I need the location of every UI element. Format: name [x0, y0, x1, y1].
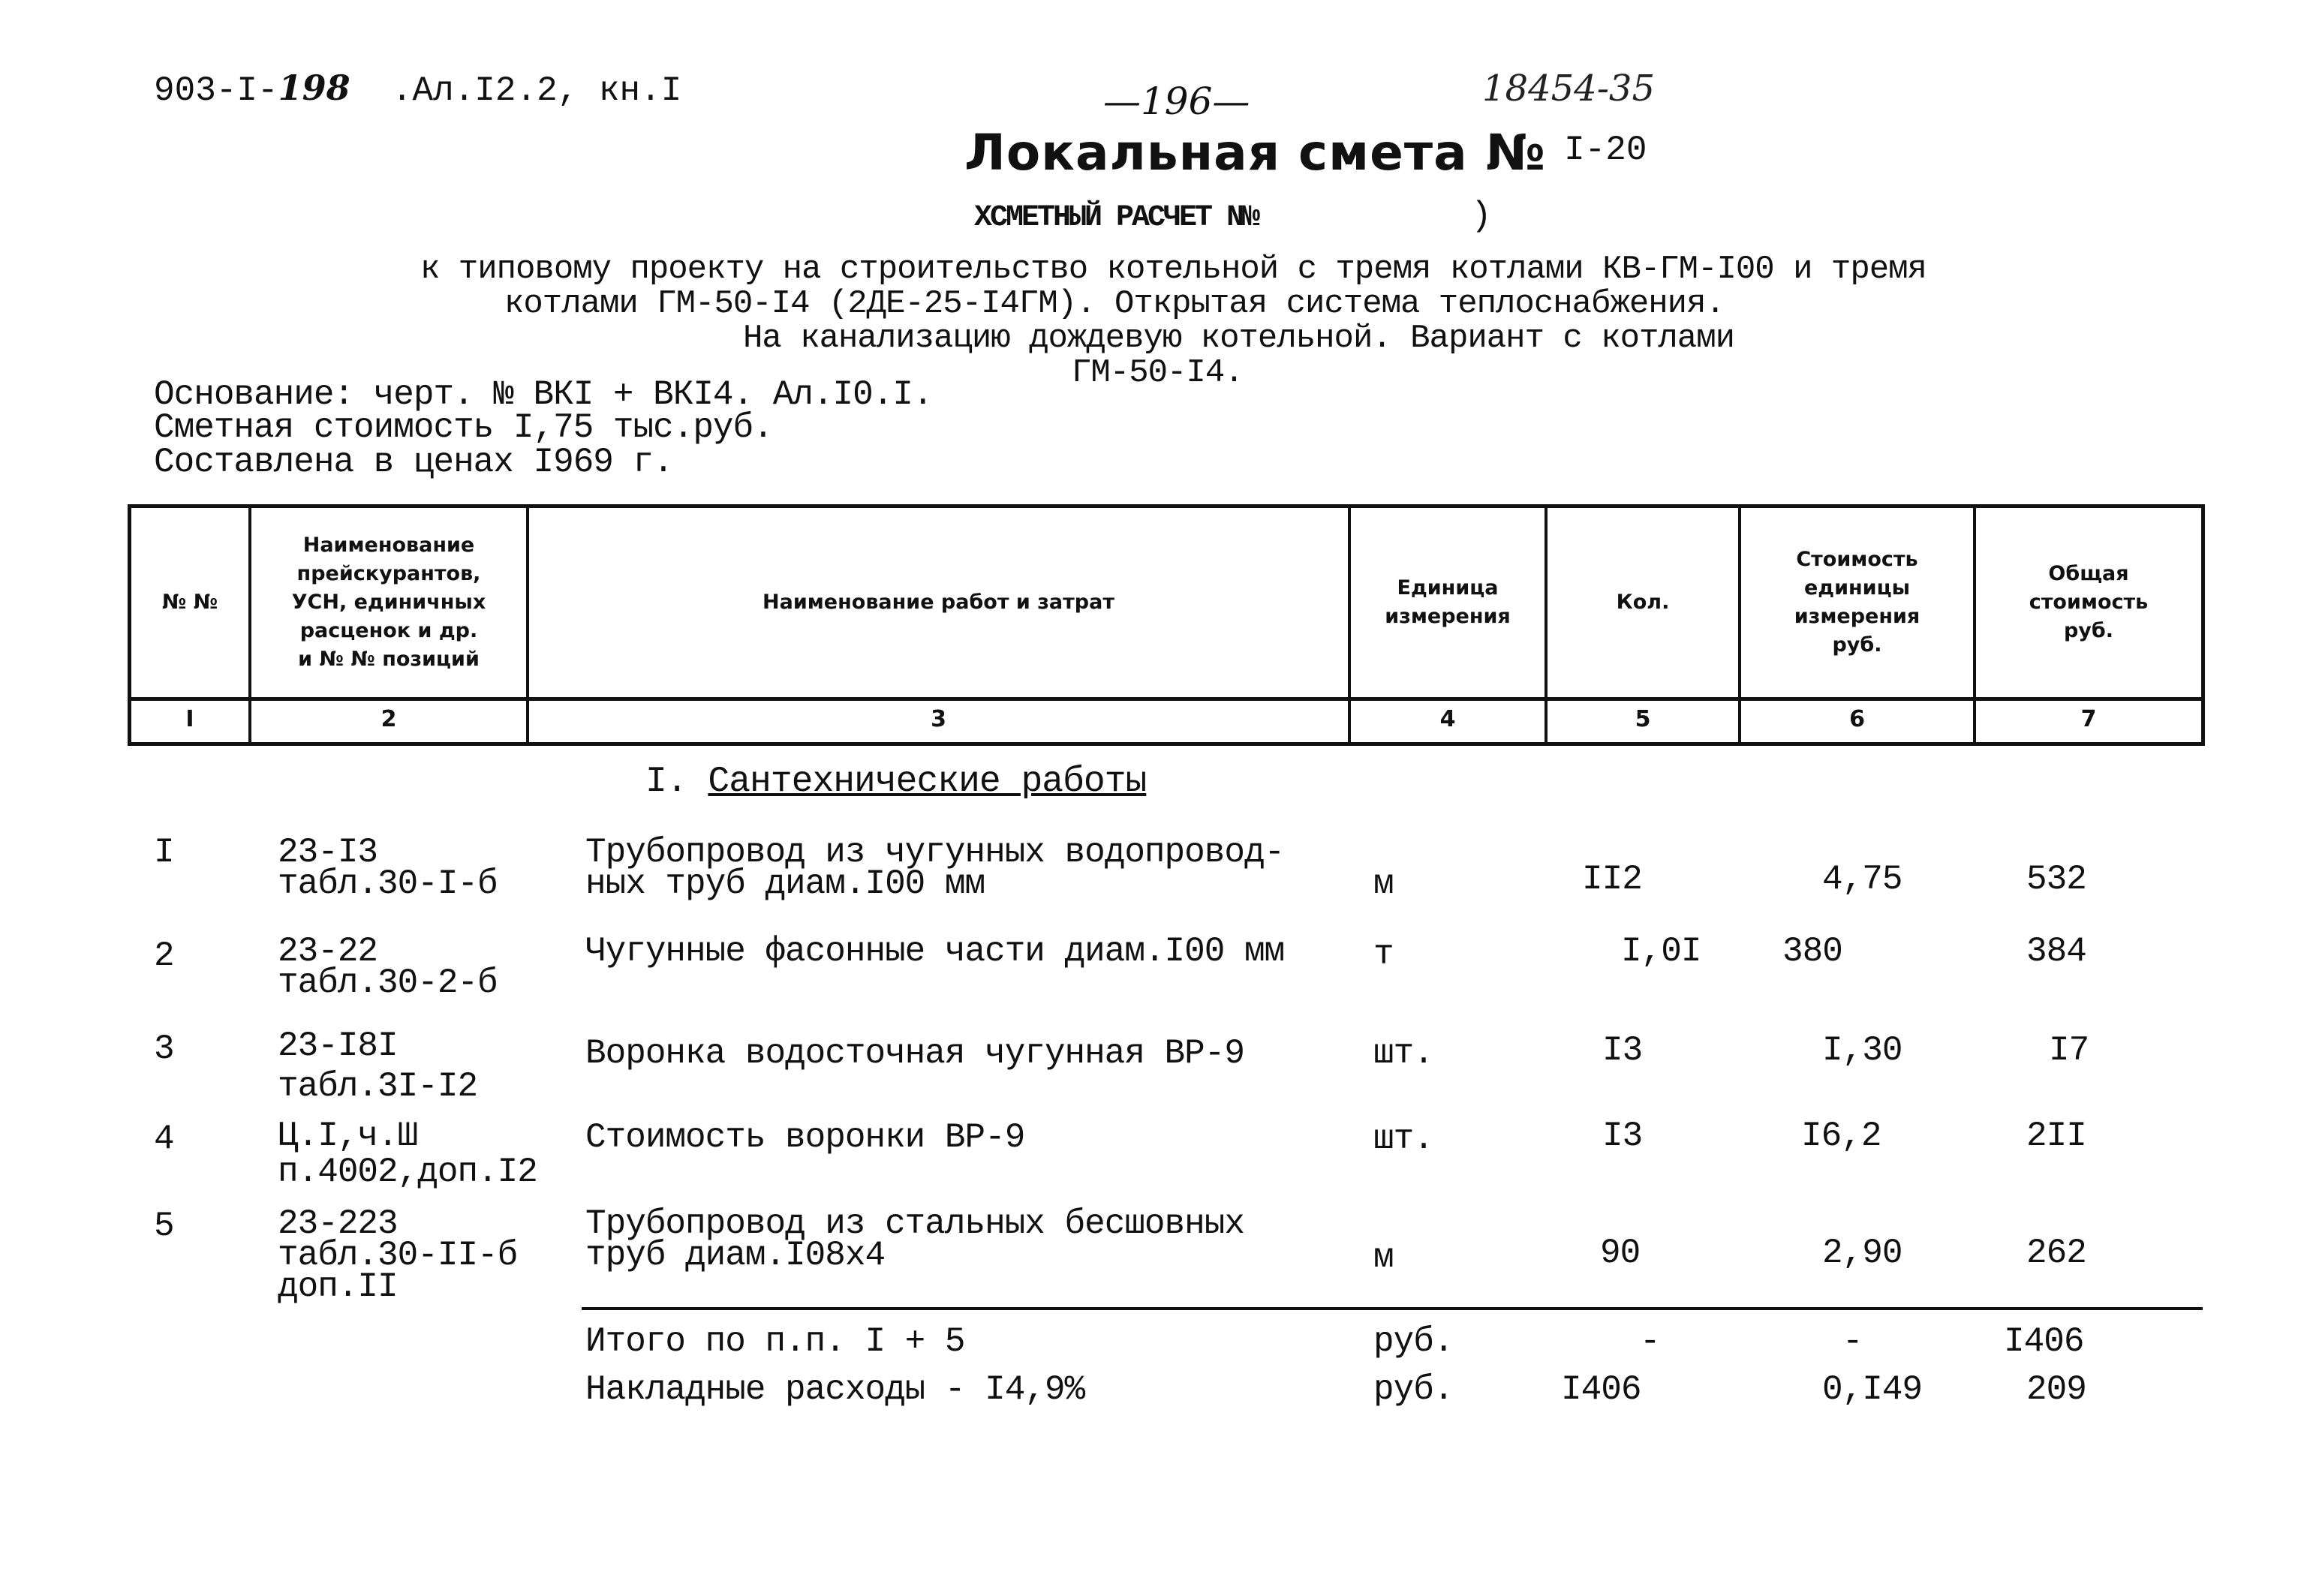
page-title [964, 124, 1647, 182]
row-quantity: I3 [1602, 1117, 1643, 1156]
col7-line: стоимость [2029, 591, 2149, 614]
col-number-4: 4 [1351, 697, 1548, 742]
doc-code-suffix: .Ал.I2.2, кн.I [391, 71, 682, 110]
col-header-unit [1351, 508, 1548, 697]
col-header-pricelist [251, 508, 529, 697]
col7-line: Общая [2048, 562, 2129, 585]
doc-code-handwritten: 198 [278, 68, 350, 108]
subtotal-unit-price: - [1842, 1322, 1863, 1361]
row-name: Трубопровод из стальных бесшовных [585, 1204, 1244, 1243]
col-header-quantity: Кол. [1548, 508, 1741, 697]
row-number: 5 [154, 1207, 174, 1246]
row-unit: шт. [1373, 1120, 1433, 1159]
row-total: 262 [2026, 1234, 2086, 1273]
totals-separator [582, 1307, 2203, 1310]
row-name: Воронка водосточная чугунная ВР-9 [585, 1034, 1244, 1073]
subtotal-label: Итого по п.п. I + 5 [585, 1322, 965, 1361]
col6-line: измерения [1794, 605, 1921, 628]
archive-number: 18454-35 [1482, 68, 1655, 110]
row-name: Трубопровод из чугунных водопровод- [585, 833, 1285, 872]
section-title [645, 762, 1146, 802]
title-number: I-20 [1564, 131, 1647, 170]
basis-line: Основание: черт. № ВКI + ВКI4. Ал.I0.I. [154, 375, 933, 414]
row-number: 4 [154, 1120, 174, 1159]
subtotal-unit: руб. [1373, 1322, 1454, 1361]
col2-line: расценок и др. [299, 619, 478, 642]
col-number-6: 6 [1741, 697, 1976, 742]
row-code: табл.30-2-б [278, 963, 498, 1002]
col-header-work-name: Наименование работ и затрат [529, 508, 1351, 697]
doc-code-prefix: 903-I- [154, 71, 278, 110]
col2-line: УСН, единичных [291, 591, 486, 614]
row-code: 23-I8I [278, 1026, 398, 1066]
col-number-5: 5 [1548, 697, 1741, 742]
row-code: табл.30-II-б [278, 1236, 518, 1275]
row-total: 532 [2026, 860, 2086, 899]
subtitle-line-4: ГМ-50-I4. [1072, 354, 1244, 392]
row-name: ных труб диам.I00 мм [585, 864, 985, 903]
row-code: Ц.I,ч.Ш [278, 1117, 418, 1156]
subtotal-quantity: - [1640, 1322, 1660, 1361]
row-number: 3 [154, 1029, 174, 1069]
row-unit: т [1373, 935, 1394, 974]
row-number: 2 [154, 936, 174, 975]
section-number: I. [645, 762, 687, 802]
struck-out-subtitle: XСМЕТНЫЙ РАСЧЕТ N№ [974, 201, 1259, 235]
document-code [154, 68, 681, 110]
estimated-cost-line: Сметная стоимость I,75 тыс.руб. [154, 408, 773, 447]
row-unit: шт. [1373, 1034, 1433, 1073]
table-header [128, 504, 2205, 746]
overhead-rate: 0,I49 [1822, 1370, 1923, 1409]
row-total: 2II [2026, 1117, 2086, 1156]
row-name: Чугунные фасонные части диам.I00 мм [585, 932, 1285, 971]
col-header-number: № № [131, 508, 251, 697]
row-code: доп.II [278, 1267, 398, 1306]
col2-line: и № № позиций [298, 648, 480, 671]
overhead-label: Накладные расходы - I4,9% [585, 1370, 1085, 1409]
section-name: Сантехнические работы [708, 762, 1147, 802]
row-name: Стоимость воронки ВР-9 [585, 1118, 1025, 1157]
row-code: 23-I3 [278, 833, 378, 872]
subtotal-total: I406 [2004, 1322, 2084, 1361]
overhead-base: I406 [1561, 1370, 1641, 1409]
row-unit: м [1373, 864, 1394, 903]
row-unit-price: I,30 [1822, 1031, 1902, 1070]
subtitle-line-2: котлами ГМ-50-I4 (2ДЕ-25-I4ГМ). Открытая система теплоснабжения. [504, 285, 1725, 323]
col4-line: Единица [1397, 576, 1499, 600]
row-unit-price: 380 [1782, 932, 1842, 971]
title-text: Локальная смета № [964, 124, 1547, 182]
row-unit-price: I6,2 [1801, 1117, 1881, 1156]
col6-line: Стоимость [1796, 548, 1918, 571]
row-unit-price: 4,75 [1822, 860, 1902, 899]
row-code: 23-223 [278, 1204, 398, 1243]
row-code: табл.3I-I2 [278, 1067, 478, 1106]
col-number-2: 2 [251, 697, 529, 742]
subtitle-line-1: к типовому проекту на строительство котельной с тремя котлами КВ-ГМ-I00 и тремя [420, 251, 1927, 288]
col2-line: прейскурантов, [296, 562, 481, 585]
col7-line: руб. [2063, 619, 2114, 642]
row-code: п.4002,доп.I2 [278, 1153, 537, 1192]
subtitle-line-3: На канализацию дождевую котельной. Вариант с котлами [743, 320, 1735, 357]
row-name: труб диам.I08х4 [585, 1236, 886, 1275]
col2-line: Наименование [302, 534, 475, 557]
row-code: табл.30-I-б [278, 864, 498, 903]
closing-parenthesis: ) [1471, 197, 1492, 236]
row-number: I [154, 833, 174, 872]
col4-line: измерения [1385, 605, 1511, 628]
col6-line: единицы [1803, 576, 1911, 600]
row-quantity: 90 [1600, 1234, 1641, 1273]
overhead-unit: руб. [1373, 1370, 1454, 1409]
col-number-3: 3 [529, 697, 1351, 742]
row-total: 384 [2026, 932, 2086, 971]
row-unit-price: 2,90 [1822, 1234, 1902, 1273]
col-header-total-cost [1976, 508, 2201, 697]
col-number-7: 7 [1976, 697, 2201, 742]
row-quantity: I,0I [1621, 932, 1701, 971]
col6-line: руб. [1832, 633, 1882, 657]
page-number: —196— [1103, 80, 1250, 123]
col-number-1: I [131, 697, 251, 742]
row-total: I7 [2049, 1031, 2089, 1070]
overhead-total: 209 [2026, 1370, 2086, 1409]
row-quantity: II2 [1582, 860, 1642, 899]
row-unit: м [1373, 1238, 1394, 1277]
price-year-line: Составлена в ценах I969 г. [154, 443, 673, 482]
col-header-unit-cost [1741, 508, 1976, 697]
row-quantity: I3 [1602, 1031, 1643, 1070]
row-code: 23-22 [278, 932, 378, 971]
